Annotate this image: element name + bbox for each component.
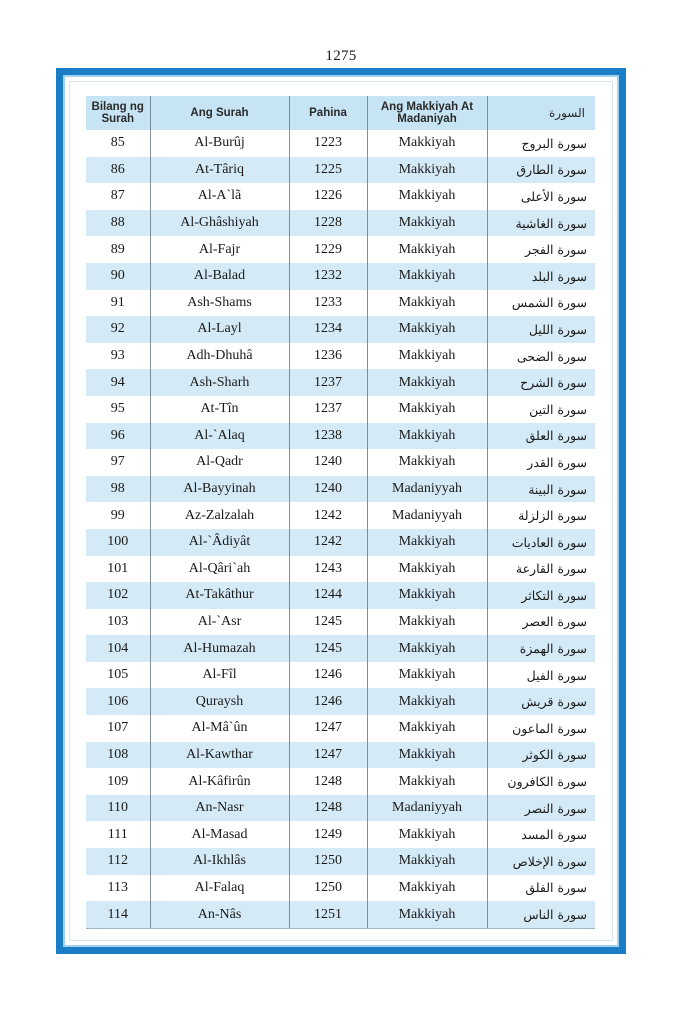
cell-revelation-type: Makkiyah <box>367 662 487 689</box>
cell-number: 102 <box>86 582 150 609</box>
cell-arabic-name: سورة الماعون <box>487 715 595 742</box>
table-row <box>86 901 595 928</box>
cell-number: 100 <box>86 529 150 556</box>
table-row <box>86 502 595 529</box>
cell-arabic-name: سورة البلد <box>487 263 595 290</box>
cell-revelation-type: Makkiyah <box>367 263 487 290</box>
cell-page: 1237 <box>289 396 367 423</box>
cell-number: 88 <box>86 210 150 237</box>
cell-surah-name: Ash-Shams <box>150 290 289 317</box>
cell-arabic-name: سورة الضحى <box>487 343 595 370</box>
cell-arabic-name: سورة الغاشية <box>487 210 595 237</box>
cell-revelation-type: Makkiyah <box>367 821 487 848</box>
page-number: 1275 <box>325 48 357 64</box>
table-row <box>86 662 595 689</box>
cell-revelation-type: Makkiyah <box>367 875 487 902</box>
table-row <box>86 236 595 263</box>
cell-revelation-type: Makkiyah <box>367 316 487 343</box>
table-row <box>86 476 595 503</box>
cell-number: 97 <box>86 449 150 476</box>
cell-page: 1223 <box>289 130 367 157</box>
cell-page: 1240 <box>289 476 367 503</box>
cell-revelation-type: Makkiyah <box>367 688 487 715</box>
cell-arabic-name: سورة الكوثر <box>487 742 595 769</box>
cell-number: 93 <box>86 343 150 370</box>
table-row <box>86 529 595 556</box>
cell-number: 96 <box>86 423 150 450</box>
cell-number: 99 <box>86 502 150 529</box>
cell-surah-name: Az-Zalzalah <box>150 502 289 529</box>
cell-arabic-name: سورة الشرح <box>487 369 595 396</box>
cell-number: 109 <box>86 768 150 795</box>
cell-number: 86 <box>86 157 150 184</box>
table-row <box>86 290 595 317</box>
cell-arabic-name: سورة الفيل <box>487 662 595 689</box>
cell-arabic-name: سورة الفلق <box>487 875 595 902</box>
cell-number: 103 <box>86 609 150 636</box>
cell-surah-name: Al-Kâfirûn <box>150 768 289 795</box>
table-row <box>86 343 595 370</box>
cell-revelation-type: Makkiyah <box>367 343 487 370</box>
cell-revelation-type: Makkiyah <box>367 609 487 636</box>
cell-page: 1251 <box>289 901 367 928</box>
cell-page: 1238 <box>289 423 367 450</box>
cell-revelation-type: Makkiyah <box>367 556 487 583</box>
cell-page: 1232 <box>289 263 367 290</box>
cell-number: 106 <box>86 688 150 715</box>
header-page: Pahina <box>289 96 367 130</box>
cell-number: 111 <box>86 821 150 848</box>
cell-revelation-type: Makkiyah <box>367 183 487 210</box>
cell-arabic-name: سورة الشمس <box>487 290 595 317</box>
cell-number: 108 <box>86 742 150 769</box>
cell-surah-name: Al-Humazah <box>150 635 289 662</box>
cell-page: 1248 <box>289 768 367 795</box>
cell-revelation-type: Makkiyah <box>367 449 487 476</box>
cell-surah-name: Al-Fîl <box>150 662 289 689</box>
cell-revelation-type: Makkiyah <box>367 290 487 317</box>
table-row <box>86 609 595 636</box>
cell-number: 91 <box>86 290 150 317</box>
cell-page: 1247 <box>289 742 367 769</box>
cell-revelation-type: Makkiyah <box>367 369 487 396</box>
table-row <box>86 396 595 423</box>
cell-number: 113 <box>86 875 150 902</box>
cell-page: 1240 <box>289 449 367 476</box>
cell-revelation-type: Makkiyah <box>367 236 487 263</box>
cell-surah-name: Al-Qâri`ah <box>150 556 289 583</box>
cell-arabic-name: سورة الناس <box>487 901 595 928</box>
table-row <box>86 316 595 343</box>
cell-surah-name: Al-A`lã <box>150 183 289 210</box>
cell-arabic-name: سورة الأعلى <box>487 183 595 210</box>
cell-arabic-name: سورة الطارق <box>487 157 595 184</box>
table-row <box>86 130 595 157</box>
cell-revelation-type: Makkiyah <box>367 901 487 928</box>
cell-number: 92 <box>86 316 150 343</box>
cell-surah-name: Al-Burûj <box>150 130 289 157</box>
cell-surah-name: Al-Bayyinah <box>150 476 289 503</box>
cell-surah-name: Al-Layl <box>150 316 289 343</box>
cell-number: 98 <box>86 476 150 503</box>
cell-revelation-type: Makkiyah <box>367 635 487 662</box>
cell-number: 112 <box>86 848 150 875</box>
cell-revelation-type: Makkiyah <box>367 742 487 769</box>
cell-page: 1228 <box>289 210 367 237</box>
header-type: Ang Makkiyah At Madaniyah <box>367 96 487 130</box>
cell-page: 1242 <box>289 502 367 529</box>
cell-number: 114 <box>86 901 150 928</box>
header-surah: Ang Surah <box>150 96 289 130</box>
cell-page: 1247 <box>289 715 367 742</box>
cell-revelation-type: Makkiyah <box>367 529 487 556</box>
cell-arabic-name: سورة القارعة <box>487 556 595 583</box>
cell-revelation-type: Madaniyyah <box>367 502 487 529</box>
cell-arabic-name: سورة المسد <box>487 821 595 848</box>
cell-arabic-name: سورة البينة <box>487 476 595 503</box>
cell-arabic-name: سورة القدر <box>487 449 595 476</box>
cell-surah-name: Al-`Alaq <box>150 423 289 450</box>
cell-page: 1246 <box>289 688 367 715</box>
cell-surah-name: Quraysh <box>150 688 289 715</box>
cell-revelation-type: Makkiyah <box>367 396 487 423</box>
cell-surah-name: Ash-Sharh <box>150 369 289 396</box>
cell-surah-name: An-Nâs <box>150 901 289 928</box>
cell-number: 95 <box>86 396 150 423</box>
cell-arabic-name: سورة الكافرون <box>487 768 595 795</box>
cell-page: 1250 <box>289 875 367 902</box>
cell-arabic-name: سورة النصر <box>487 795 595 822</box>
cell-page: 1244 <box>289 582 367 609</box>
cell-revelation-type: Makkiyah <box>367 210 487 237</box>
cell-page: 1236 <box>289 343 367 370</box>
cell-arabic-name: سورة العلق <box>487 423 595 450</box>
cell-page: 1242 <box>289 529 367 556</box>
cell-number: 110 <box>86 795 150 822</box>
table-row <box>86 210 595 237</box>
cell-surah-name: An-Nasr <box>150 795 289 822</box>
cell-surah-name: At-Târiq <box>150 157 289 184</box>
cell-revelation-type: Makkiyah <box>367 848 487 875</box>
table-row <box>86 582 595 609</box>
table-row <box>86 795 595 822</box>
cell-arabic-name: سورة الفجر <box>487 236 595 263</box>
cell-surah-name: Al-`Âdiyât <box>150 529 289 556</box>
cell-page: 1245 <box>289 635 367 662</box>
cell-arabic-name: سورة البروج <box>487 130 595 157</box>
table-row <box>86 635 595 662</box>
cell-page: 1234 <box>289 316 367 343</box>
cell-revelation-type: Madaniyyah <box>367 795 487 822</box>
cell-page: 1246 <box>289 662 367 689</box>
cell-revelation-type: Madaniyyah <box>367 476 487 503</box>
cell-surah-name: Al-Fajr <box>150 236 289 263</box>
cell-revelation-type: Makkiyah <box>367 130 487 157</box>
table-row <box>86 715 595 742</box>
cell-surah-name: Al-Qadr <box>150 449 289 476</box>
table-row <box>86 423 595 450</box>
cell-revelation-type: Makkiyah <box>367 157 487 184</box>
cell-number: 89 <box>86 236 150 263</box>
cell-surah-name: Al-Ghâshiyah <box>150 210 289 237</box>
surah-index-table <box>86 96 595 929</box>
table-row <box>86 556 595 583</box>
cell-revelation-type: Makkiyah <box>367 715 487 742</box>
cell-page: 1233 <box>289 290 367 317</box>
table-row <box>86 449 595 476</box>
cell-number: 107 <box>86 715 150 742</box>
cell-surah-name: Al-Falaq <box>150 875 289 902</box>
table-row <box>86 369 595 396</box>
cell-surah-name: Al-Ikhlâs <box>150 848 289 875</box>
header-arabic: السورة <box>487 96 595 130</box>
cell-number: 104 <box>86 635 150 662</box>
cell-arabic-name: سورة العصر <box>487 609 595 636</box>
table-row <box>86 821 595 848</box>
cell-number: 90 <box>86 263 150 290</box>
cell-arabic-name: سورة التكاثر <box>487 582 595 609</box>
table-row <box>86 742 595 769</box>
cell-surah-name: At-Takâthur <box>150 582 289 609</box>
cell-number: 85 <box>86 130 150 157</box>
table-row <box>86 183 595 210</box>
cell-page: 1245 <box>289 609 367 636</box>
cell-page: 1243 <box>289 556 367 583</box>
table-row <box>86 263 595 290</box>
cell-number: 101 <box>86 556 150 583</box>
table-row <box>86 688 595 715</box>
cell-arabic-name: سورة العاديات <box>487 529 595 556</box>
cell-page: 1229 <box>289 236 367 263</box>
cell-surah-name: Adh-Dhuhâ <box>150 343 289 370</box>
cell-revelation-type: Makkiyah <box>367 423 487 450</box>
table-row <box>86 848 595 875</box>
cell-page: 1248 <box>289 795 367 822</box>
cell-number: 94 <box>86 369 150 396</box>
cell-surah-name: Al-Mâ`ûn <box>150 715 289 742</box>
cell-page: 1225 <box>289 157 367 184</box>
cell-revelation-type: Makkiyah <box>367 768 487 795</box>
cell-page: 1237 <box>289 369 367 396</box>
cell-arabic-name: سورة التين <box>487 396 595 423</box>
cell-surah-name: Al-`Asr <box>150 609 289 636</box>
cell-number: 87 <box>86 183 150 210</box>
header-number: Bilang ng Surah <box>86 96 150 130</box>
cell-page: 1249 <box>289 821 367 848</box>
cell-surah-name: Al-Kawthar <box>150 742 289 769</box>
cell-arabic-name: سورة الإخلاص <box>487 848 595 875</box>
table-row <box>86 768 595 795</box>
cell-arabic-name: سورة قريش <box>487 688 595 715</box>
table-row <box>86 157 595 184</box>
cell-revelation-type: Makkiyah <box>367 582 487 609</box>
cell-number: 105 <box>86 662 150 689</box>
table-header-row <box>86 96 595 130</box>
cell-page: 1250 <box>289 848 367 875</box>
table-row <box>86 875 595 902</box>
cell-page: 1226 <box>289 183 367 210</box>
cell-surah-name: At-Tîn <box>150 396 289 423</box>
cell-arabic-name: سورة الليل <box>487 316 595 343</box>
cell-arabic-name: سورة الهمزة <box>487 635 595 662</box>
cell-arabic-name: سورة الزلزلة <box>487 502 595 529</box>
cell-surah-name: Al-Balad <box>150 263 289 290</box>
cell-surah-name: Al-Masad <box>150 821 289 848</box>
